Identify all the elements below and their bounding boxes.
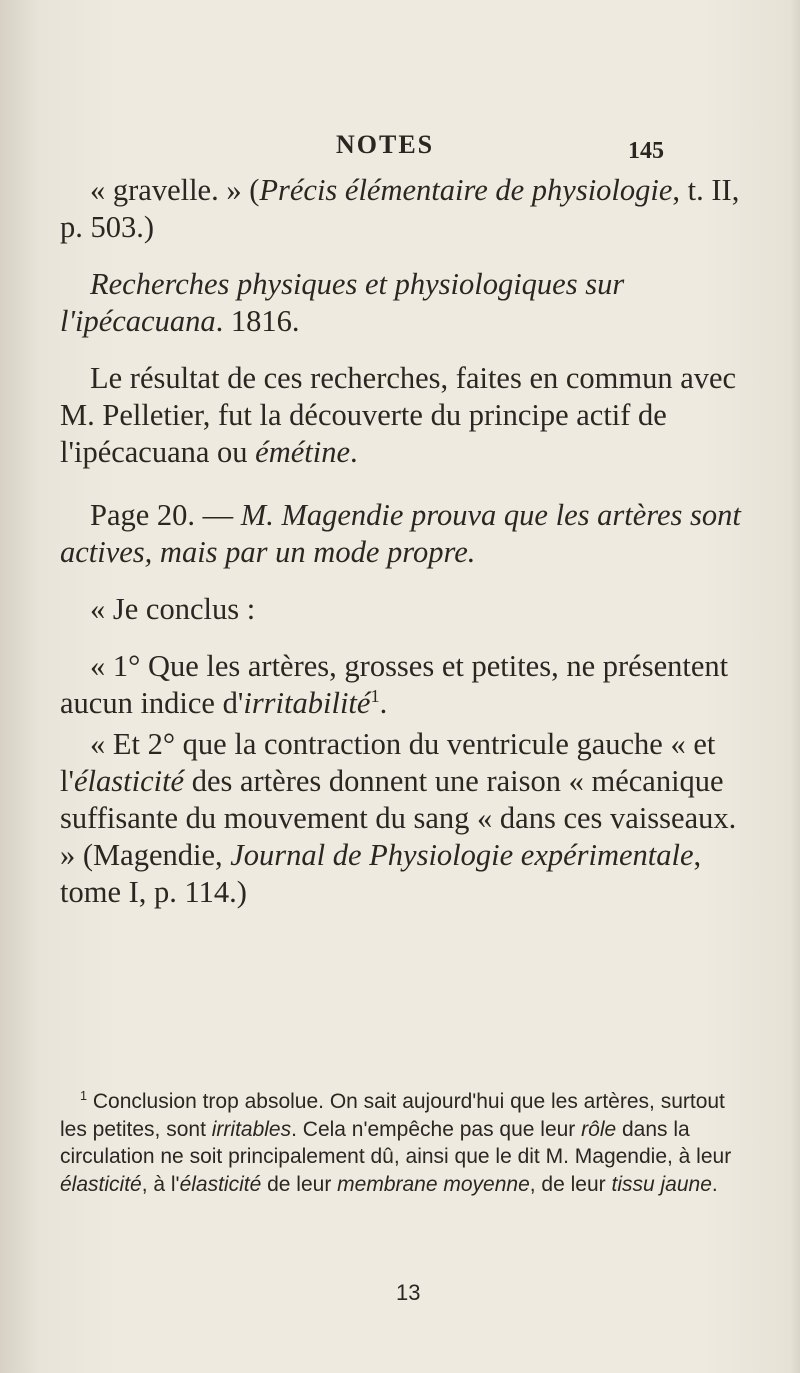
text-span: , de leur (529, 1172, 612, 1196)
paragraph-je-conclus (60, 591, 750, 628)
page-header (0, 130, 800, 170)
text-span: « 1° Que les artères, grosses et petites, ne présentent aucun indice d' (60, 649, 729, 720)
text-span: . Cela n'empêche pas que leur (291, 1117, 582, 1141)
text-span: , à l' (141, 1172, 180, 1196)
page-number: 145 (628, 138, 664, 164)
emphasis: M. Magendie prouva que les artères sont actives, mais par un mode propre. (60, 498, 741, 569)
text-span: Conclusion trop absolue. On sait aujourd'hui que les artères, surtout les petites, sont (60, 1090, 725, 1141)
text-span: Le résultat de ces recherches, faites en commun avec M. Pelletier, fut la découverte du principe actif de l'ipécacuana ou (60, 361, 737, 469)
paragraph-point-2 (60, 726, 750, 911)
text-span: dans la circulation ne soit principalement dû, ainsi que le dit M. Magendie, à leur (60, 1117, 732, 1168)
signature-mark: 13 (396, 1280, 421, 1305)
footnote-marker: 1 (80, 1089, 88, 1103)
footnote-ref: 1 (370, 685, 380, 706)
running-title: NOTES (336, 130, 435, 159)
text-span: . (711, 1172, 718, 1196)
emphasis: irritabilité (243, 686, 371, 720)
emphasis: émétine (255, 435, 351, 469)
emphasis: élasticité (73, 764, 185, 798)
text-span: des artères donnent une raison « mécanique suffisante du mouvement du sang « dans ces vaisseaux. » (Magendie, (60, 764, 737, 872)
text-span: . 1816. (215, 304, 300, 338)
book-title: Précis élémentaire de physiologie (259, 173, 673, 207)
emphasis: irritables (211, 1117, 292, 1141)
emphasis: élasticité (179, 1172, 262, 1196)
paragraph-recherches (60, 266, 750, 340)
paragraph-gravelle (60, 172, 750, 246)
footnote-1 (60, 1088, 750, 1198)
emphasis: élasticité (60, 1172, 142, 1196)
main-text (60, 172, 750, 911)
journal-title: Journal de Physiologie expérimentale (230, 838, 694, 872)
text-span: de leur (261, 1172, 338, 1196)
emphasis: tissu jaune (611, 1172, 712, 1196)
paragraph-page-20 (60, 497, 750, 571)
paragraph-point-1 (60, 648, 750, 722)
emphasis: membrane moyenne (337, 1172, 530, 1196)
text-span: « Et 2° que la contraction du ventricule gauche « et l' (60, 727, 716, 798)
text-span: . (379, 686, 388, 720)
emphasis: rôle (581, 1117, 617, 1141)
text-span: « gravelle. » ( (90, 173, 260, 207)
text-span: . (350, 435, 358, 469)
footnotes (60, 1088, 750, 1198)
book-title: Recherches physiques et physiologiques sur l'ipécacuana (60, 267, 625, 338)
paragraph-resultat (60, 360, 750, 471)
text-span: « Je conclus : (90, 592, 256, 626)
text-span: , tome I, p. 114.) (60, 838, 702, 909)
text-span: Page 20. — (90, 498, 241, 532)
text-span: , t. II, p. 503.) (60, 173, 740, 244)
